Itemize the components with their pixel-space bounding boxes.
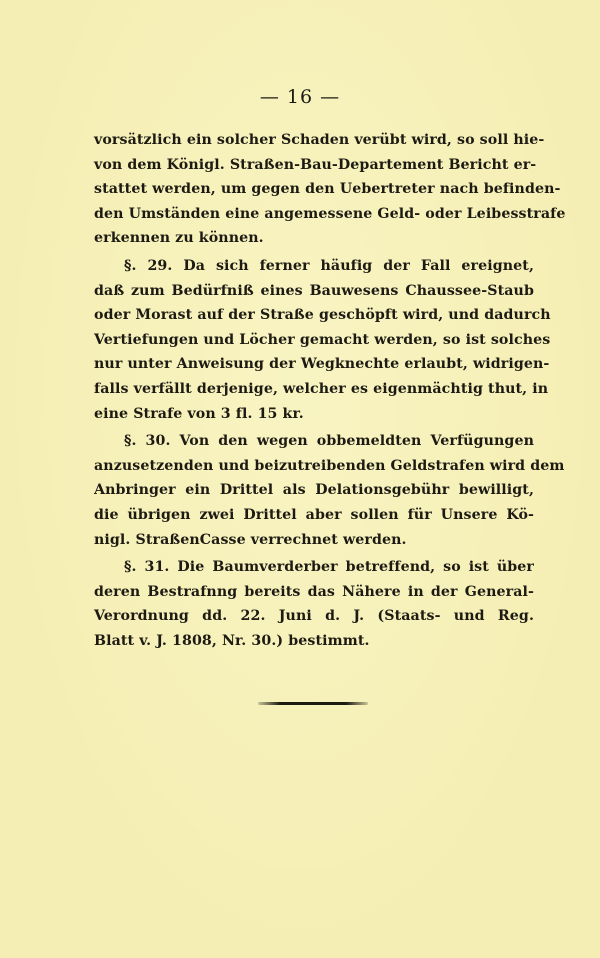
text-line: nur unter Anweisung der Wegknechte erlaubt, widrigen- [94,356,550,373]
text-line: Anbringer ein Drittel als Delationsgebühr bewilligt, [94,482,534,499]
paragraph [94,128,566,251]
text-line: Blatt v. J. 1808, Nr. 30.) bestimmt. [94,632,370,649]
text-line: Verordnung dd. 22. Juni d. J. (Staats- und Reg. [94,608,534,625]
page-number: — 16 — [259,86,341,108]
text-line: deren Bestrafnng bereits das Nähere in der General- [94,583,534,600]
text-line: vorsätzlich ein solcher Schaden verübt wird, so soll hie- [94,132,545,148]
text-line: Vertiefungen und Löcher gemacht werden, so ist solches [94,331,551,348]
text-line: erkennen zu können. [94,230,264,247]
text-line: eine Strafe von 3 fl. 15 kr. [94,405,304,422]
text-line: stattet werden, um gegen den Uebertreter nach befinden- [94,181,561,198]
text-line: oder Morast auf der Straße geschöpft wird, und dadurch [94,307,551,324]
text-line: den Umständen eine angemessene Geld- oder Leibesstrafe [94,205,566,222]
text-line: §. 29. Da sich ferner häufig der Fall ereignet, [124,257,534,274]
text-line: daß zum Bedürfniß eines Bauwesens Chaussee-Staub [94,282,534,299]
text-line: anzusetzenden und beizutreibenden Geldstrafen wird dem [94,457,565,474]
text-line: falls verfällt derjenige, welcher es eigenmächtig thut, in [94,380,549,397]
text-line: die übrigen zwei Drittel aber sollen für Unsere Kö- [94,506,534,523]
paragraph-section-31 [94,555,534,653]
paragraph-section-30 [94,429,565,552]
text-line: §. 30. Von den wegen obbemeldten Verfügungen [124,433,534,450]
text-line: nigl. StraßenCasse verrechnet werden. [94,531,407,548]
paragraph-section-29 [94,254,551,426]
text-line: §. 31. Die Baumverderber betreffend, so ist über [124,559,534,576]
text-line: von dem Königl. Straßen-Bau-Departement Bericht er- [94,156,537,173]
body-text [94,128,566,653]
end-rule [258,702,368,705]
